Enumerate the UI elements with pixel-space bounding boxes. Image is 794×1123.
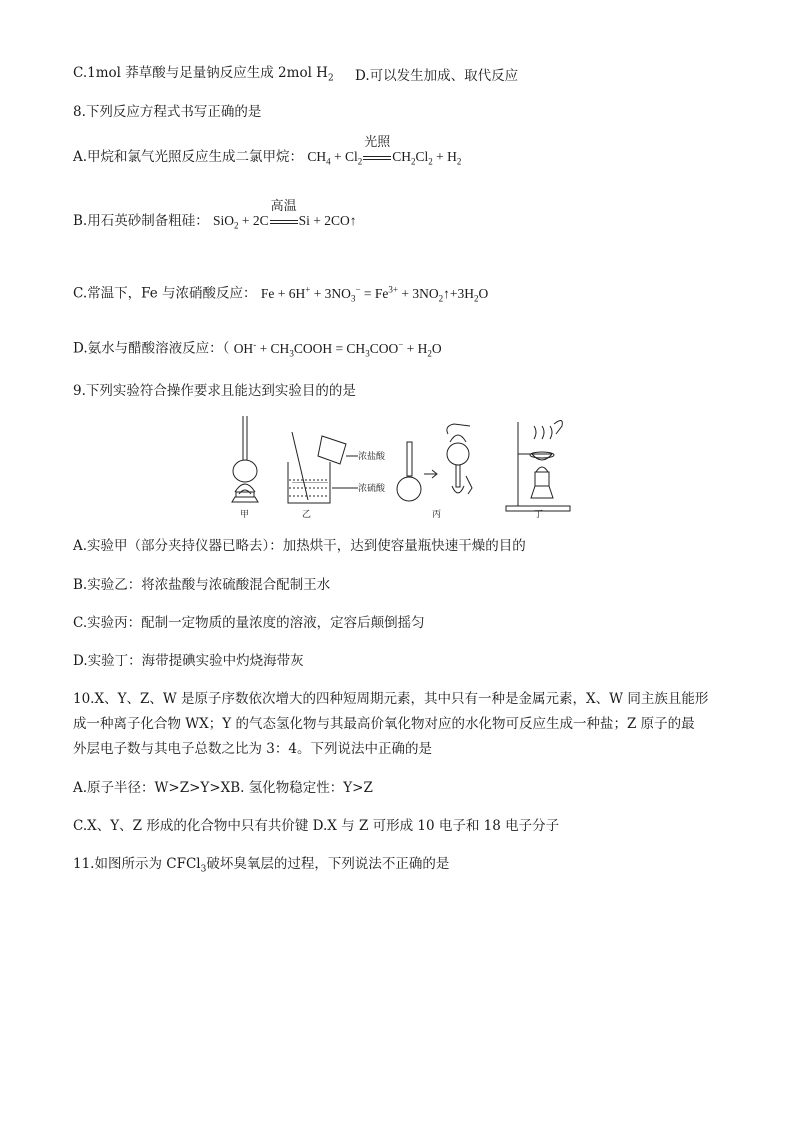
- q9-stem: 9.下列实验符合操作要求且能达到实验目的的是: [73, 383, 356, 399]
- q7-option-c: C.1mol 莽草酸与足量钠反应生成 2mol $H_2$: [73, 65, 334, 84]
- q9-option-d: D.实验丁：海带提碘实验中灼烧海带灰: [73, 653, 304, 669]
- q8-option-c: C.常温下，Fe 与浓硝酸反应： $Fe + 6H^+ + 3NO_3^- = Fe^{3+}$ + $3NO_2↑+3H_2O$: [73, 284, 489, 304]
- apparatus-bing: [397, 424, 472, 501]
- apparatus-jia: [232, 416, 258, 502]
- apparatus-drawing: [222, 414, 582, 520]
- q7-option-d: D.可以发生加成、取代反应: [355, 68, 519, 84]
- q8-c-equation: $Fe + 6H^+ + 3NO_3^- = Fe^{3+}$ + $3NO_2↑+3H_2O$: [260, 284, 489, 304]
- q10-options-cd: C.X、Y、Z 形成的化合物中只有共价键 D.X 与 Z 可形成 10 电子和 18 电子分子: [73, 818, 560, 834]
- q8-d-equation: $OH^- + CH_3COOH = CH_3COO^- + H_2O$: [233, 339, 442, 359]
- q10-options-ab: A.原子半径：W>Z>Y>XB. 氢化物稳定性：Y>Z: [73, 780, 373, 796]
- figure-note-conc-hcl: 浓盐酸: [358, 452, 386, 462]
- apparatus-yi: [288, 432, 358, 503]
- q10-stem-line-3: 外层电子数与其电子总数之比为 3：4。下列说法中正确的是: [73, 741, 432, 757]
- figure-label-bing: 丙: [432, 510, 442, 520]
- q8-a-equation: $CH_4 + Cl_2$ 光照 $CH_2Cl_2 + H_2$: [307, 134, 462, 167]
- figure-label-ding: 丁: [534, 510, 544, 520]
- q8-option-d: D.氨水与醋酸溶液反应：（ $OH^- + CH_3COOH = CH_3COO^- + H_2O$: [73, 339, 442, 359]
- figure-note-conc-h2so4: 浓硫酸: [358, 484, 386, 494]
- q9-option-c: C.实验丙：配制一定物质的量浓度的溶液，定容后颠倒摇匀: [73, 615, 425, 631]
- figure-label-yi: 乙: [302, 510, 312, 520]
- q9-option-a: A.实验甲（部分夹持仪器已略去）：加热烘干，达到使容量瓶快速干燥的目的: [73, 538, 526, 554]
- q9-option-b: B.实验乙：将浓盐酸与浓硫酸混合配制王水: [73, 577, 331, 593]
- q10-stem-line-1: 10.X、Y、Z、W 是原子序数依次增大的四种短周期元素，其中只有一种是金属元素，X、W 同主族且能形: [73, 691, 709, 707]
- q8-option-a: A.甲烷和氯气光照反应生成二氯甲烷： $CH_4 + Cl_2$ 光照 $CH_2Cl_2 + H_2$: [73, 134, 462, 167]
- apparatus-ding: [506, 420, 570, 511]
- q9-apparatus-figure: [222, 414, 582, 520]
- q8-b-equation: SiO$_2$ + 2C 高温 Si + 2CO↑: [213, 198, 357, 231]
- q8-stem: 8.下列反应方程式书写正确的是: [73, 104, 262, 120]
- q10-stem-line-2: 成一种离子化合物 WX；Y 的气态氢化物与其最高价氧化物对应的水化物可反应生成一种盐；Z 原子的最: [73, 716, 695, 732]
- q11-stem: 11.如图所示为 CFCl$_3$破坏臭氧层的过程，下列说法不正确的是: [73, 856, 450, 875]
- figure-label-jia: 甲: [240, 510, 250, 520]
- q8-option-b: B.用石英砂制备粗硅： SiO$_2$ + 2C 高温 Si + 2CO↑: [73, 198, 357, 231]
